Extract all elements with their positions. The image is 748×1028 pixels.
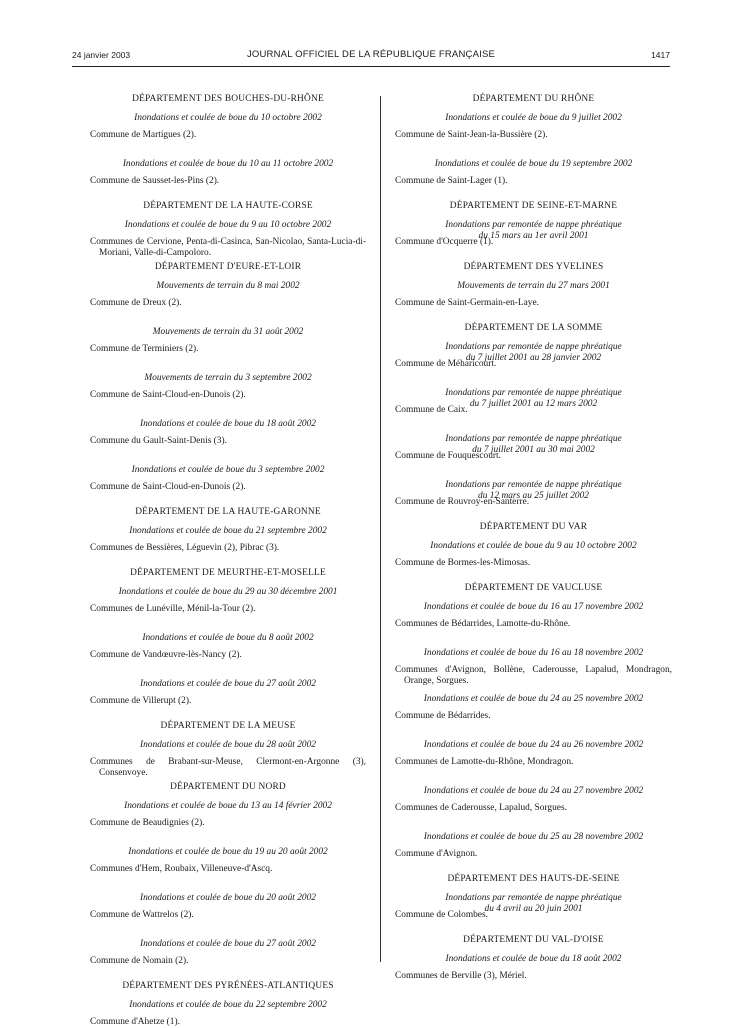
commune-entry: Commune d'Avignon. bbox=[395, 849, 478, 859]
event-title: Inondations et coulée de boue du 29 au 30 décembre 2001 bbox=[118, 587, 338, 597]
commune-entry: Commune de Martigues (2). bbox=[90, 130, 197, 140]
event-title: Inondations et coulée de boue du 27 août 2002 bbox=[139, 679, 316, 689]
commune-entry: Commune de Beaudignies (2). bbox=[90, 818, 205, 828]
page-number: 1417 bbox=[651, 50, 670, 60]
commune-entry: Commune d'Ahetze (1). bbox=[90, 1017, 180, 1027]
event-title: Inondations et coulée de boue du 19 au 20 août 2002 bbox=[128, 847, 328, 857]
event-title-line: Inondations par remontée de nappe phréatique bbox=[445, 434, 622, 444]
event-title bbox=[395, 388, 672, 409]
commune-entry: Communes de Bessières, Léguevin (2), Pibrac (3). bbox=[90, 543, 280, 553]
commune-entry: Commune de Villerupt (2). bbox=[90, 696, 192, 706]
event-title: Mouvements de terrain du 8 mai 2002 bbox=[156, 281, 300, 291]
department-heading: DÉPARTEMENT DE LA MEUSE bbox=[160, 721, 296, 731]
event-title: Inondations et coulée de boue du 13 au 14 février 2002 bbox=[124, 801, 332, 811]
commune-entry: Commune de Caix. bbox=[395, 405, 468, 415]
event-title: Inondations et coulée de boue du 18 août 2002 bbox=[445, 954, 622, 964]
commune-entry: Commune de Saint-Germain-en-Laye. bbox=[395, 298, 539, 308]
event-title: Inondations et coulée de boue du 27 août 2002 bbox=[139, 939, 316, 949]
event-title: Inondations et coulée de boue du 24 au 26 novembre 2002 bbox=[423, 740, 644, 750]
page-header bbox=[72, 48, 670, 67]
left-column bbox=[90, 94, 366, 1028]
event-title-line: Inondations par remontée de nappe phréatique bbox=[445, 388, 622, 398]
commune-entry: Commune de Fouquescourt. bbox=[395, 451, 501, 461]
event-title: Inondations et coulée de boue du 16 au 18 novembre 2002 bbox=[423, 648, 644, 658]
event-title: Mouvements de terrain du 3 septembre 2002 bbox=[144, 373, 312, 383]
commune-entry: Communes de Berville (3), Mériel. bbox=[395, 971, 527, 981]
commune-entry: Commune du Gault-Saint-Denis (3). bbox=[90, 436, 227, 446]
commune-entry: Commune de Saint-Jean-la-Bussière (2). bbox=[395, 130, 548, 140]
commune-entry: Commune de Nomain (2). bbox=[90, 956, 189, 966]
event-title-line: Inondations par remontée de nappe phréatique bbox=[445, 220, 622, 230]
commune-entry: Commune de Wattrelos (2). bbox=[90, 910, 194, 920]
right-column bbox=[395, 94, 672, 982]
commune-entry: Commune de Saint-Cloud-en-Dunois (2). bbox=[90, 482, 246, 492]
commune-entry: Commune de Sausset-les-Pins (2). bbox=[90, 176, 220, 186]
commune-entry: Commune de Méharicourt. bbox=[395, 359, 497, 369]
column-divider bbox=[380, 96, 381, 962]
event-title-line: Inondations par remontée de nappe phréatique bbox=[445, 893, 622, 903]
department-heading: DÉPARTEMENT DU RHÔNE bbox=[472, 94, 595, 104]
department-heading: DÉPARTEMENT DES YVELINES bbox=[463, 262, 604, 272]
department-heading: DÉPARTEMENT DE SEINE-ET-MARNE bbox=[449, 201, 618, 211]
department-heading: DÉPARTEMENT DU VAL-D'OISE bbox=[463, 935, 604, 945]
commune-entry: Communes de Cervione, Penta-di-Casinca, San-Nicolao, Santa-Lucia-di-Moriani, Valle-di-Campoloro. bbox=[90, 237, 366, 258]
event-title-line: du 7 juillet 2001 au 28 janvier 2002 bbox=[465, 353, 602, 363]
commune-entry: Commune de Terminiers (2). bbox=[90, 344, 199, 354]
event-title-line: du 7 juillet 2001 au 30 mai 2002 bbox=[472, 445, 595, 455]
commune-entry: Commune de Rouvroy-en-Santerre. bbox=[395, 497, 530, 507]
commune-entry: Commune de Dreux (2). bbox=[90, 298, 182, 308]
commune-entry: Communes de Caderousse, Lapalud, Sorgues. bbox=[395, 803, 567, 813]
event-title bbox=[395, 434, 672, 455]
commune-entry: Commune de Colombes. bbox=[395, 910, 488, 920]
event-title: Inondations et coulée de boue du 22 septembre 2002 bbox=[129, 1000, 327, 1010]
commune-entry: Commune de Saint-Cloud-en-Dunois (2). bbox=[90, 390, 246, 400]
event-title: Inondations et coulée de boue du 18 août 2002 bbox=[139, 419, 316, 429]
event-title-line: du 12 mars au 25 juillet 2002 bbox=[478, 491, 589, 501]
commune-entry: Commune de Saint-Lager (1). bbox=[395, 176, 508, 186]
event-title: Inondations et coulée de boue du 3 septembre 2002 bbox=[131, 465, 325, 475]
event-title: Mouvements de terrain du 31 août 2002 bbox=[152, 327, 304, 337]
event-title: Inondations et coulée de boue du 9 au 10 octobre 2002 bbox=[430, 541, 637, 551]
event-title-line: Inondations par remontée de nappe phréatique bbox=[445, 480, 622, 490]
commune-entry: Communes de Brabant-sur-Meuse, Clermont-en-Argonne (3), Consenvoye. bbox=[90, 757, 366, 778]
event-title: Inondations et coulée de boue du 19 septembre 2002 bbox=[434, 159, 633, 169]
commune-entry: Communes de Lamotte-du-Rhône, Mondragon. bbox=[395, 757, 574, 767]
event-title-line: du 4 avril au 20 juin 2001 bbox=[484, 904, 583, 914]
event-title: Inondations et coulée de boue du 21 septembre 2002 bbox=[129, 526, 327, 536]
event-title: Inondations et coulée de boue du 16 au 17 novembre 2002 bbox=[423, 602, 644, 612]
event-title: Inondations et coulée de boue du 8 août 2002 bbox=[142, 633, 314, 643]
commune-entry: Communes de Lunéville, Ménil-la-Tour (2). bbox=[90, 604, 256, 614]
commune-entry: Commune d'Ocquerre (1). bbox=[395, 237, 494, 247]
department-heading: DÉPARTEMENT DE LA HAUTE-CORSE bbox=[143, 201, 313, 211]
event-title bbox=[395, 893, 672, 914]
publication-date: 24 janvier 2003 bbox=[72, 50, 131, 60]
department-heading: DÉPARTEMENT DE MEURTHE-ET-MOSELLE bbox=[130, 568, 326, 578]
department-heading: DÉPARTEMENT DE VAUCLUSE bbox=[464, 583, 603, 593]
event-title: Inondations et coulée de boue du 20 août 2002 bbox=[139, 893, 316, 903]
department-heading: DÉPARTEMENT DU VAR bbox=[479, 522, 588, 532]
event-title: Mouvements de terrain du 27 mars 2001 bbox=[457, 281, 610, 291]
event-title: Inondations et coulée de boue du 9 au 10 octobre 2002 bbox=[124, 220, 332, 230]
event-title-line: du 7 juillet 2001 au 12 mars 2002 bbox=[469, 399, 598, 409]
event-title-line: du 15 mars au 1er avril 2001 bbox=[478, 231, 589, 241]
commune-entry: Commune de Bédarrides. bbox=[395, 711, 491, 721]
commune-entry: Communes d'Hem, Roubaix, Villeneuve-d'Ascq. bbox=[90, 864, 273, 874]
event-title: Inondations et coulée de boue du 24 au 25 novembre 2002 bbox=[423, 694, 644, 704]
commune-entry: Communes d'Avignon, Bollène, Caderousse, Lapalud, Mondragon, Orange, Sorgues. bbox=[395, 665, 672, 686]
event-title: Inondations et coulée de boue du 25 au 28 novembre 2002 bbox=[423, 832, 644, 842]
event-title-line: Inondations par remontée de nappe phréatique bbox=[445, 342, 622, 352]
commune-entry: Commune de Vandœuvre-lès-Nancy (2). bbox=[90, 650, 242, 660]
department-heading: DÉPARTEMENT DE LA SOMME bbox=[464, 323, 603, 333]
commune-entry: Communes de Bédarrides, Lamotte-du-Rhône. bbox=[395, 619, 571, 629]
department-heading: DÉPARTEMENT DES HAUTS-DE-SEINE bbox=[447, 874, 620, 884]
event-title: Inondations et coulée de boue du 10 octobre 2002 bbox=[134, 113, 322, 123]
journal-title: JOURNAL OFFICIEL DE LA RÉPUBLIQUE FRANÇAISE bbox=[246, 49, 496, 60]
department-heading: DÉPARTEMENT D'EURE-ET-LOIR bbox=[154, 262, 302, 272]
event-title: Inondations et coulée de boue du 10 au 11 octobre 2002 bbox=[122, 159, 334, 169]
event-title bbox=[395, 342, 672, 363]
event-title bbox=[395, 480, 672, 501]
commune-entry: Commune de Bormes-les-Mimosas. bbox=[395, 558, 531, 568]
department-heading: DÉPARTEMENT DES BOUCHES-DU-RHÔNE bbox=[132, 94, 324, 104]
event-title: Inondations et coulée de boue du 9 juillet 2002 bbox=[445, 113, 622, 123]
department-heading: DÉPARTEMENT DE LA HAUTE-GARONNE bbox=[135, 507, 321, 517]
event-title bbox=[395, 220, 672, 241]
event-title: Inondations et coulée de boue du 24 au 27 novembre 2002 bbox=[423, 786, 644, 796]
event-title: Inondations et coulée de boue du 28 août 2002 bbox=[139, 740, 316, 750]
department-heading: DÉPARTEMENT DU NORD bbox=[170, 782, 286, 792]
department-heading: DÉPARTEMENT DES PYRÉNÉES-ATLANTIQUES bbox=[122, 981, 334, 991]
